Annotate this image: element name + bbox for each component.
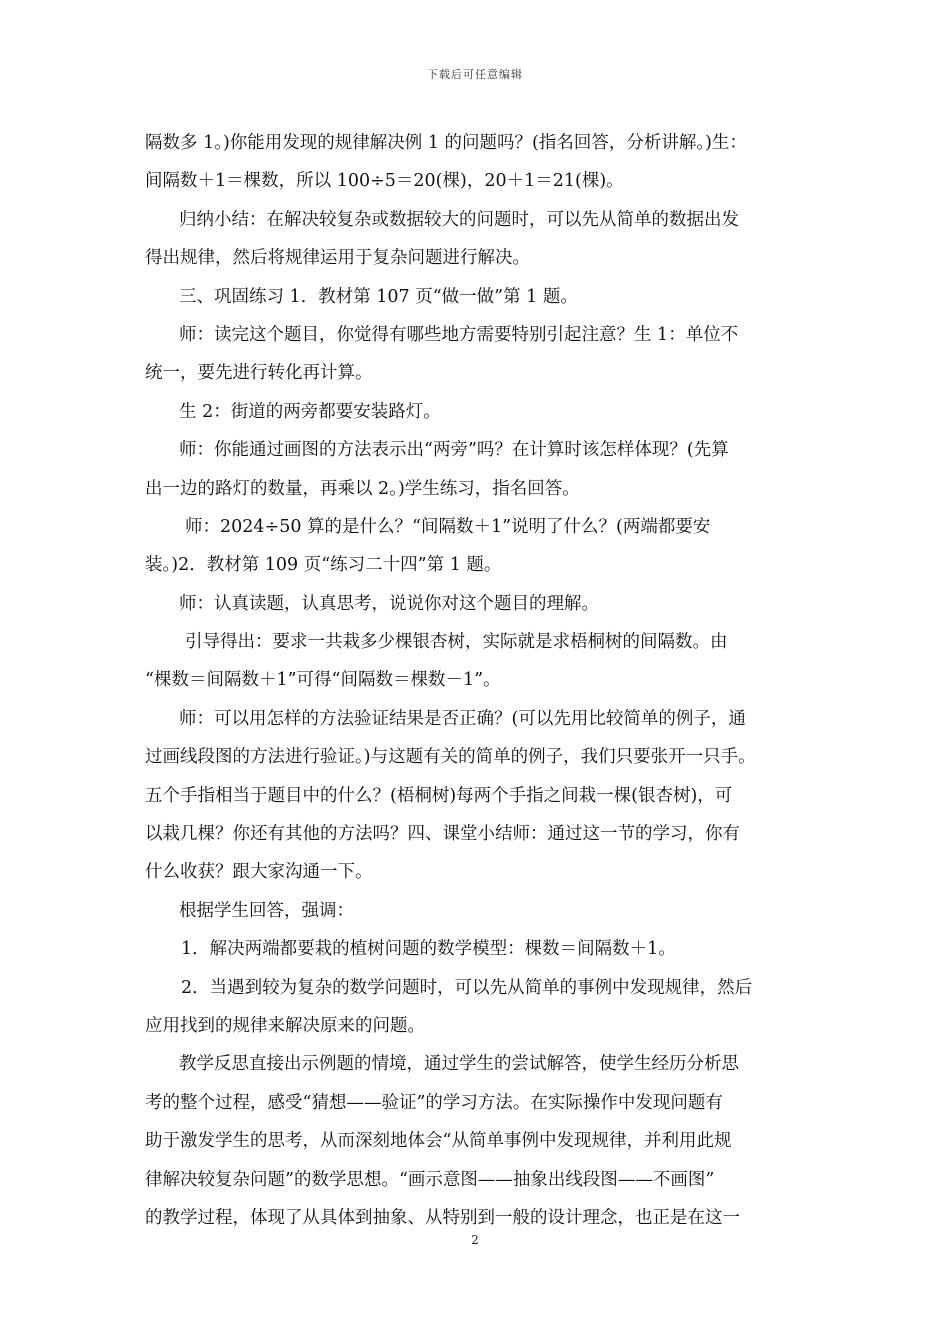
text-line: 1．解决两端都要栽的植树问题的数学模型：棵数＝间隔数＋1。	[181, 939, 676, 960]
text-line: 三、巩固练习 1．教材第 107 页“做一做”第 1 题。	[179, 286, 578, 307]
text-line: 师：可以用怎样的方法验证结果是否正确？(可以先用比较简单的例子，通	[179, 708, 746, 729]
text-line: 师：你能通过画图的方法表示出“两旁”吗？在计算时该怎样体现？(先算	[179, 440, 729, 461]
text-line: 出一边的路灯的数量，再乘以 2。)学生练习，指名回答。	[145, 478, 580, 499]
text-line: 引导得出：要求一共栽多少棵银杏树，实际就是求梧桐树的间隔数。由	[185, 632, 728, 653]
page-header: 下载后可任意编辑	[427, 68, 523, 81]
text-line: 根据学生回答，强调：	[179, 900, 354, 921]
text-line: 以栽几棵？你还有其他的方法吗？四、课堂小结师：通过这一节的学习，你有	[145, 824, 740, 845]
text-line: 律解决较复杂问题”的数学思想。“画示意图——抽象出线段图——不画图”	[145, 1169, 715, 1190]
text-line: 师：认真读题，认真思考，说说你对这个题目的理解。	[179, 593, 599, 614]
text-line: 什么收获？跟大家沟通一下。	[145, 862, 373, 883]
text-line: 2．当遇到较为复杂的数学问题时，可以先从简单的事例中发现规律，然后	[181, 977, 753, 998]
text-line: 归纳小结：在解决较复杂或数据较大的问题时，可以先从简单的数据出发	[179, 209, 739, 230]
text-line: 考的整个过程，感受“猜想——验证”的学习方法。在实际操作中发现问题有	[145, 1092, 723, 1113]
text-line: 助于激发学生的思考，从而深刻地体会“从简单事例中发现规律，并利用此规	[145, 1131, 732, 1152]
text-line: 生 2：街道的两旁都要安装路灯。	[179, 401, 441, 422]
page-number: 2	[471, 1233, 479, 1247]
text-line: 过画线段图的方法进行验证。)与这题有关的简单的例子，我们只要张开一只手。	[145, 747, 756, 768]
text-line: 五个手指相当于题目中的什么？(梧桐树)每两个手指之间栽一棵(银杏树)，可	[145, 785, 733, 806]
text-line: 隔数多 1。)你能用发现的规律解决例 1 的问题吗？(指名回答，分析讲解。)生：	[145, 133, 747, 153]
text-line: 师：读完这个题目，你觉得有哪些地方需要特别引起注意？生 1：单位不	[179, 324, 739, 345]
text-line: 间隔数＋1＝棵数，所以 100÷5＝20(棵)，20＋1＝21(棵)。	[145, 171, 624, 192]
text-line: 的教学过程，体现了从具体到抽象、从特别到一般的设计理念，也正是在这一	[145, 1207, 740, 1228]
text-line: 教学反思直接出示例题的情境，通过学生的尝试解答，使学生经历分析思	[179, 1054, 739, 1075]
document-body	[145, 124, 825, 1237]
text-line: “棵数＝间隔数＋1”可得“间隔数＝棵数－1”。	[145, 670, 501, 691]
text-line: 师：2024÷50 算的是什么？“间隔数＋1”说明了什么？(两端都要安	[185, 516, 711, 537]
text-line: 应用找到的规律来解决原来的问题。	[145, 1015, 425, 1036]
text-line: 得出规律，然后将规律运用于复杂问题进行解决。	[145, 248, 530, 269]
text-line: 装。)2．教材第 109 页“练习二十四”第 1 题。	[145, 555, 502, 576]
text-line: 统一，要先进行转化再计算。	[145, 363, 373, 384]
